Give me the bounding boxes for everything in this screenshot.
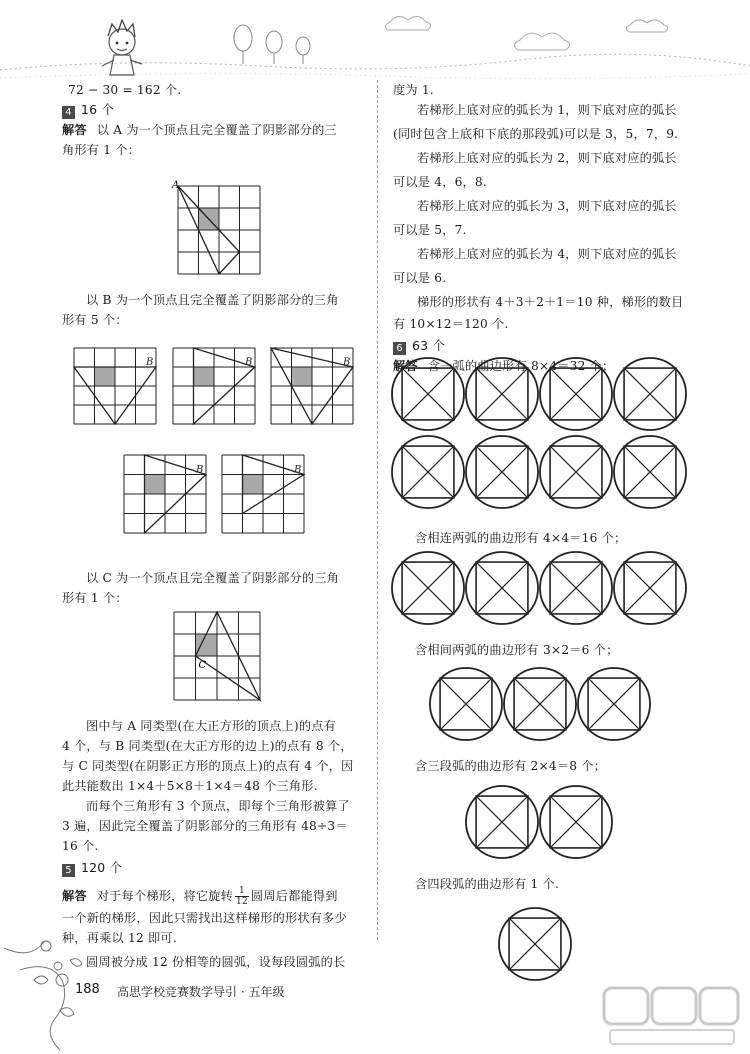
answer-5-heading xyxy=(62,860,122,877)
circle-square-figure xyxy=(499,908,571,980)
circle-square-figure xyxy=(466,436,538,508)
circle-square-figure xyxy=(614,358,686,430)
circle-square-figure xyxy=(540,552,612,624)
solution-label: 解答 xyxy=(62,123,87,137)
shaded-cell xyxy=(145,475,166,495)
text-line: 72 − 30 = 162 个. xyxy=(68,83,182,97)
text-line: 形有 5 个： xyxy=(62,313,128,327)
answer-6-heading xyxy=(393,338,445,355)
text-line: 3 遍，因此完全覆盖了阴影部分的三角形有 48÷3＝ xyxy=(62,819,348,833)
shaded-cell xyxy=(196,634,218,656)
boy-cartoon-icon xyxy=(102,20,142,75)
text-line: 图中与 A 同类型(在大正方形的顶点上)的点有 xyxy=(86,719,337,733)
text-line: 此共能数出 1×4＋5×8＋1×4＝48 个三角形. xyxy=(62,779,318,793)
circle-square-figure xyxy=(540,358,612,430)
point-label-a: A xyxy=(172,180,180,191)
watermark-logo xyxy=(602,986,742,1048)
figure-grid-b2 xyxy=(171,346,263,426)
figure-four-arcs xyxy=(497,906,581,986)
solution-label: 解答 xyxy=(62,889,87,903)
figure-one-arc-curved-shapes xyxy=(390,356,700,516)
floral-vine-decoration xyxy=(0,930,130,1054)
problem-number-badge: 4 xyxy=(62,106,75,119)
text-line: 含相连两弧的曲边形有 4×4＝16 个； xyxy=(415,531,627,545)
point-label-b: B xyxy=(245,357,253,368)
figure-adjacent-two-arcs xyxy=(390,550,700,630)
figure-alternate-two-arcs xyxy=(428,666,668,746)
text-line: 以 C 为一个顶点且完全覆盖了阴影部分的三角 xyxy=(86,571,340,585)
figure-grid-a xyxy=(172,182,264,278)
circle-square-figure xyxy=(466,786,538,858)
circle-square-figure xyxy=(540,786,612,858)
text-line: 以 B 为一个顶点且完全覆盖了阴影部分的三角 xyxy=(86,293,339,307)
text-line: 圆周被分成 12 份相等的圆弧，设每段圆弧的长 xyxy=(86,955,346,969)
shaded-cell xyxy=(292,367,313,386)
text-line: 解答 含一弧的曲边形有 8×4＝32 个； xyxy=(393,359,615,373)
point-label-b: B xyxy=(196,464,204,476)
text-line: 种，再乘以 12 即可. xyxy=(62,931,177,945)
point-label-c: C xyxy=(198,660,207,671)
text-line: 可以是 5，7. xyxy=(393,223,467,237)
cloud-icon xyxy=(385,16,667,50)
fraction: $\frac{1}{12}$ xyxy=(236,886,248,907)
text-line: 若梯形上底对应的弧长为 4，则下底对应的弧长 xyxy=(417,247,677,261)
text-line: 而每个三角形有 3 个顶点，即每个三角形被算了 xyxy=(86,799,350,813)
text-line: 16 个. xyxy=(62,839,99,853)
shaded-cell xyxy=(194,367,215,386)
page-number: 188 xyxy=(75,982,100,997)
circle-square-figure xyxy=(540,436,612,508)
circle-square-figure xyxy=(466,552,538,624)
answer-4-heading xyxy=(62,102,114,119)
solution-label: 解答 xyxy=(393,359,418,373)
figure-three-arcs xyxy=(464,784,634,864)
figure-grid-b5 xyxy=(220,453,312,535)
problem-number-badge: 6 xyxy=(393,342,406,355)
header-illustration xyxy=(0,0,750,90)
circle-square-figure xyxy=(392,358,464,430)
point-label-b: B xyxy=(294,464,302,476)
text-line: 若梯形上底对应的弧长为 2，则下底对应的弧长 xyxy=(417,151,677,165)
text-line: 可以是 4，6，8. xyxy=(393,175,487,189)
text-line: 若梯形上底对应的弧长为 3，则下底对应的弧长 xyxy=(417,199,677,213)
circle-square-figure xyxy=(504,668,576,740)
tree-icon xyxy=(234,25,310,64)
text-line: (同时包含上底和下底的那段弧)可以是 3，5，7，9. xyxy=(393,127,679,141)
answer-value: 16 个 xyxy=(81,102,115,117)
text-line: 角形有 1 个： xyxy=(62,143,141,157)
figure-grid-c xyxy=(170,610,264,704)
problem-number-badge: 5 xyxy=(62,864,75,877)
circle-square-figure xyxy=(392,436,464,508)
answer-value: 120 个 xyxy=(81,860,123,875)
text-line: 含四段弧的曲边形有 1 个. xyxy=(415,877,560,891)
shaded-cell xyxy=(95,367,116,386)
column-divider xyxy=(377,80,378,940)
circle-square-figure xyxy=(578,668,650,740)
circle-square-figure xyxy=(430,668,502,740)
circle-square-figure xyxy=(614,436,686,508)
figure-grid-b4 xyxy=(122,453,214,535)
circle-square-figure xyxy=(392,552,464,624)
figure-grid-b3 xyxy=(269,346,361,426)
text-line: 形有 1 个： xyxy=(62,591,128,605)
shaded-cell xyxy=(243,475,264,495)
text-line: 解答 对于每个梯形，将它旋转 $\frac{1}{12}$ 圆周后都能得到 xyxy=(62,886,338,907)
text-line: 与 C 同类型(在阴影正方形的顶点上)的点有 4 个，因 xyxy=(62,759,354,773)
circle-square-figure xyxy=(614,552,686,624)
text-line: 含相间两弧的曲边形有 3×2＝6 个； xyxy=(415,643,619,657)
answer-value: 63 个 xyxy=(412,338,446,353)
text-line: 4 个，与 B 同类型(在大正方形的边上)的点有 8 个， xyxy=(62,739,353,753)
text-line: 有 10×12＝120 个. xyxy=(393,317,509,331)
text-line: 度为 1. xyxy=(393,83,434,97)
figure-grid-b1 xyxy=(72,346,164,426)
text-line: 解答 以 A 为一个顶点且完全覆盖了阴影部分的三 xyxy=(62,123,337,137)
text-line: 梯形的形状有 4＋3＋2＋1＝10 种，梯形的数目 xyxy=(417,295,684,309)
text-line: 若梯形上底对应的弧长为 1，则下底对应的弧长 xyxy=(417,103,677,117)
text-line: 可以是 6. xyxy=(393,271,447,285)
text-line: 含三段弧的曲边形有 2×4＝8 个； xyxy=(415,759,607,773)
book-title: 高思学校竞赛数学导引 · 五年级 xyxy=(117,985,285,999)
point-label-b: B xyxy=(146,357,154,368)
point-label-b: B xyxy=(343,357,351,368)
circle-square-figure xyxy=(466,358,538,430)
text-line: 一个新的梯形，因此只需找出这样梯形的形状有多少 xyxy=(62,911,347,925)
